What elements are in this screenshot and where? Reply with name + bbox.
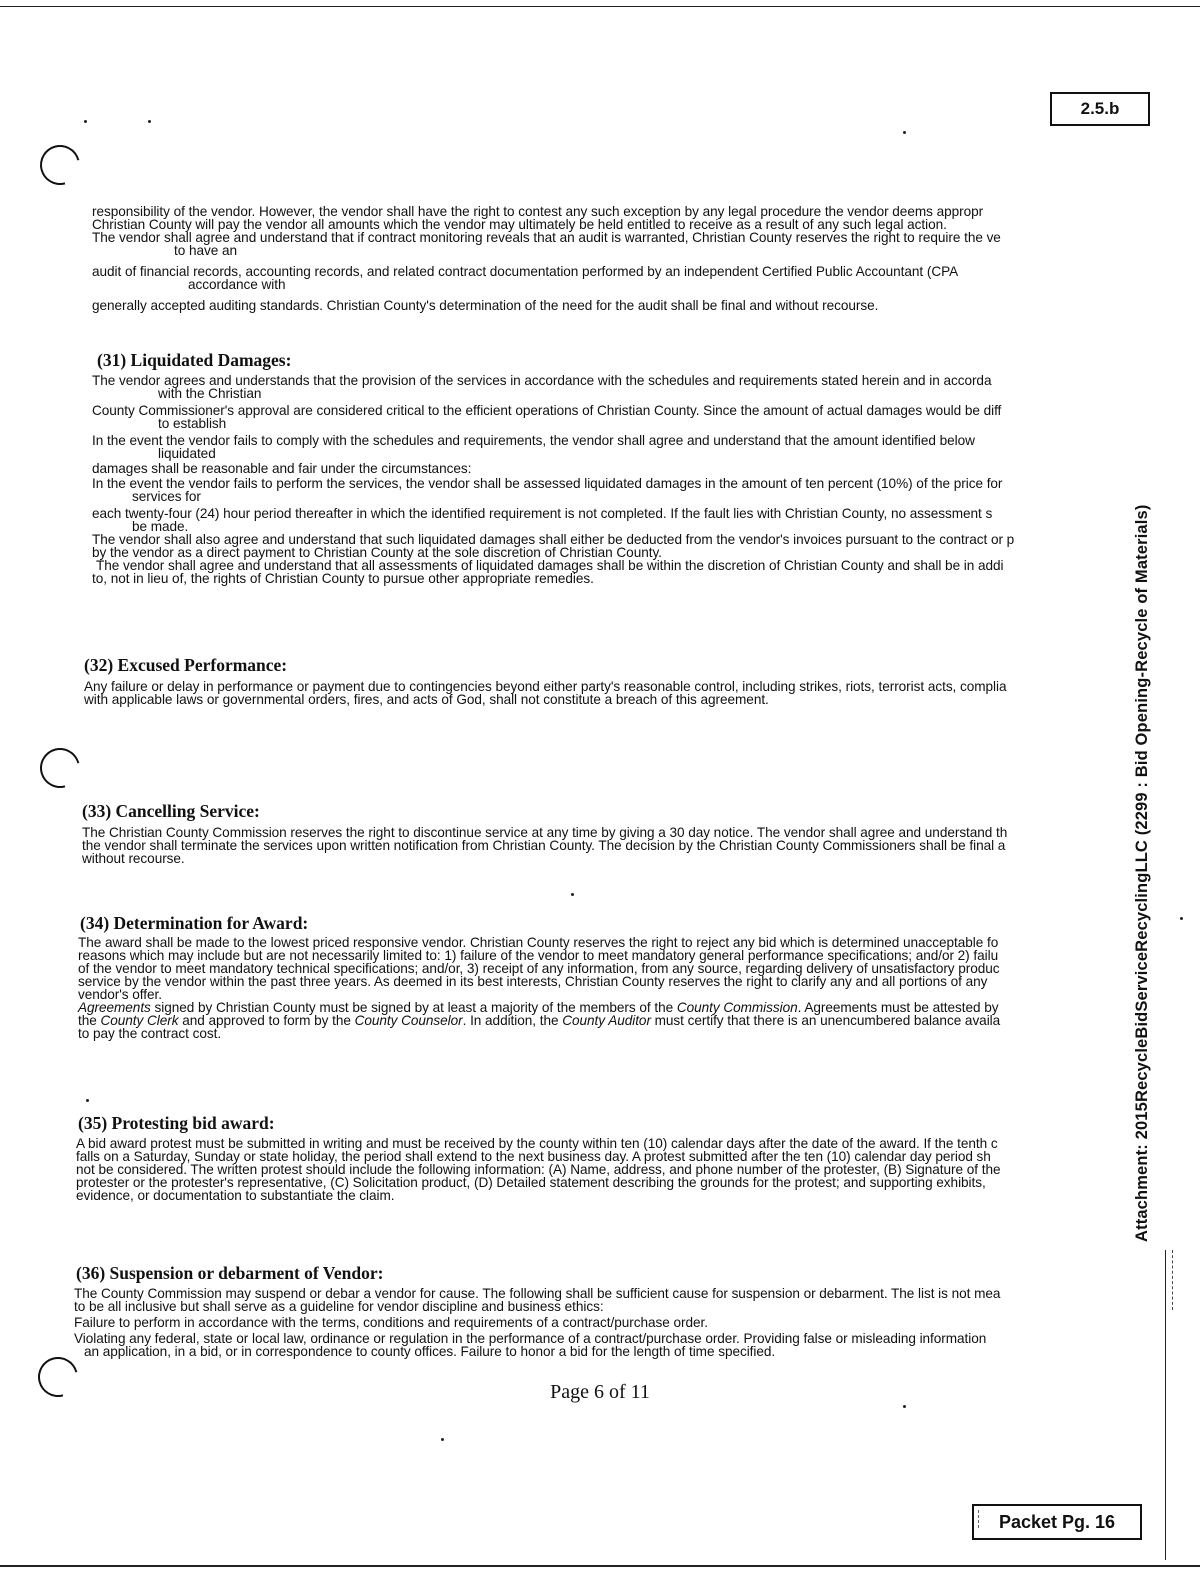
italic-term: County Clerk <box>100 1013 179 1028</box>
scan-speck <box>571 893 574 896</box>
text-line: The award shall be made to the lowest priced responsive vendor. Christian County reserves the right to reject any bid which is determined unacceptable fo <box>78 935 999 950</box>
text-run: and approved to form by the <box>178 1013 355 1028</box>
text-line: with applicable laws or governmental orders, fires, and acts of God, shall not constitute a breach of this agreement. <box>84 692 769 707</box>
text-line: each twenty-four (24) hour period thereafter in which the identified requirement is not completed. If the fault lies with Christian County, no assessment s <box>92 506 993 521</box>
section-34-heading: (34) Determination for Award: <box>80 913 309 933</box>
text-line: In the event the vendor fails to comply with the schedules and requirements, the vendor shall agree and understand that the amount identified below <box>92 433 975 448</box>
text-line: Christian County will pay the vendor all amounts which the vendor may ultimately be held entitled to receive as a result of any such legal action. <box>92 217 947 232</box>
text-line: without recourse. <box>82 851 185 866</box>
section-32-body <box>84 680 1007 706</box>
scan-speck <box>903 131 906 134</box>
section-31-heading: (31) Liquidated Damages: <box>97 350 292 370</box>
text-line: with the Christian <box>158 386 262 401</box>
text-line: County Commissioner's approval are considered critical to the efficient operations of Christian County. Since the amount of actual damages would be diff <box>92 403 1002 418</box>
italic-term: County Counselor <box>354 1013 463 1028</box>
scan-speck <box>148 120 151 123</box>
text-line: reasons which may include but are not necessarily limited to: 1) failure of the vendor to meet mandatory general performance specifications; and/or 2) failu <box>78 948 999 963</box>
text-line: by the vendor as a direct payment to Christian County at the sole discretion of Christian County. <box>92 545 662 560</box>
scan-speck <box>903 1405 906 1408</box>
text-line: The Christian County Commission reserves the right to discontinue service at any time by giving a 30 day notice. The vendor shall agree and understand th <box>82 825 1008 840</box>
text-line: falls on a Saturday, Sunday or state holiday, the period shall extend to the next business day. A protest submitted after the ten (10) calendar day period sh <box>76 1149 991 1164</box>
text-run: . Agreements must be attested by <box>797 1000 999 1015</box>
text-line: to have an <box>174 243 237 258</box>
text-line: services for <box>132 489 201 504</box>
text-run: must certify that there is an unencumbered balance availa <box>650 1013 1001 1028</box>
text-run: . In addition, the <box>462 1013 563 1028</box>
punch-hole-top <box>33 138 88 193</box>
text-line: Failure to perform in accordance with the terms, conditions and requirements of a contract/purchase order. <box>74 1315 708 1330</box>
text-line: not be considered. The written protest should include the following information: (A) Name, address, and phone number of the protester, (B) Signature of the <box>76 1162 1001 1177</box>
scan-speck <box>1180 917 1183 920</box>
packet-box-tick <box>978 1510 980 1528</box>
text-line: audit of financial records, accounting records, and related contract documentation performed by an independent Certified Public Accountant (CPA <box>92 264 959 279</box>
text-line: be made. <box>132 519 189 534</box>
page-number: Page 6 of 11 <box>550 1381 650 1403</box>
intro-paragraph <box>92 205 1001 312</box>
section-35-body <box>76 1137 1000 1202</box>
margin-line <box>1165 1250 1166 1560</box>
text-line: The vendor shall agree and understand that all assessments of liquidated damages shall be within the discretion of Christian County and shall be in addi <box>96 558 1004 573</box>
text-line: to, not in lieu of, the rights of Christian County to pursue other appropriate remedies. <box>92 571 594 586</box>
text-line: In the event the vendor fails to perform the services, the vendor shall be assessed liquidated damages in the amount of ten percent (10%) of the price for <box>92 476 1003 491</box>
text-line: damages shall be reasonable and fair under the circumstances: <box>92 461 472 476</box>
text-line: generally accepted auditing standards. Christian County's determination of the need for the audit shall be final and without recourse. <box>92 298 879 313</box>
text-line: liquidated <box>158 446 216 461</box>
text-run: the <box>78 1013 101 1028</box>
text-line: to pay the contract cost. <box>78 1026 222 1041</box>
text-line: the vendor shall terminate the services upon written notification from Christian County. The decision by the Christian County Commissioners shall be final a <box>82 838 1006 853</box>
section-34-body <box>78 936 1000 1040</box>
text-line: Violating any federal, state or local law, ordinance or regulation in the performance of a contract/purchase order. Providing false or misleading information <box>74 1331 987 1346</box>
section-badge: 2.5.b <box>1050 92 1150 126</box>
section-31-body <box>92 374 1014 585</box>
section-33-body <box>82 826 1007 865</box>
text-run: signed by Christian County must be signed by at least a majority of the members of the <box>150 1000 677 1015</box>
text-line: service by the vendor within the past three years. As deemed in its best interests, Christian County reserves the right to clarify any and all portions of any <box>78 974 988 989</box>
italic-term: County Auditor <box>562 1013 651 1028</box>
text-line: The County Commission may suspend or debar a vendor for cause. The following shall be sufficient cause for suspension or debarment. The list is not mea <box>74 1286 1001 1301</box>
text-line: A bid award protest must be submitted in writing and must be received by the county within ten (10) calendar days after the date of the award. If the tenth c <box>76 1136 998 1151</box>
scan-speck <box>84 120 87 123</box>
attachment-sidebar-label: Attachment: 2015RecycleBidServiceRecyclingLLC (2299 : Bid Opening-Recycle of Materials) <box>1133 504 1151 1242</box>
text-line: The vendor agrees and understands that the provision of the services in accordance with the schedules and requirements stated herein and in accorda <box>92 373 992 388</box>
punch-hole-middle <box>33 741 88 796</box>
text-line: to be all inclusive but shall serve as a guideline for vendor discipline and business ethics: <box>74 1299 604 1314</box>
text-line: The vendor shall agree and understand that if contract monitoring reveals that an audit is warranted, Christian County reserves the right to require the ve <box>92 230 1001 245</box>
text-line: protester or the protester's representative, (C) Solicitation product, (D) Detailed statement describing the grounds for the protest; and supporting exhibits, <box>76 1175 986 1190</box>
section-36-heading: (36) Suspension or debarment of Vendor: <box>76 1263 384 1283</box>
italic-term: Agreements <box>78 1000 151 1015</box>
margin-line-dashed <box>1172 1250 1173 1310</box>
text-line: responsibility of the vendor. However, the vendor shall have the right to contest any such exception by any legal procedure the vendor deems appropr <box>92 204 984 219</box>
italic-term: County Commission <box>676 1000 798 1015</box>
text-line: Any failure or delay in performance or payment due to contingencies beyond either party's reasonable control, including strikes, riots, terrorist acts, complia <box>84 679 1007 694</box>
text-line: an application, in a bid, or in correspondence to county offices. Failure to honor a bid for the length of time specified. <box>84 1344 776 1359</box>
scan-speck <box>86 1099 89 1102</box>
text-line: vendor's offer. <box>78 987 162 1002</box>
section-33-heading: (33) Cancelling Service: <box>82 801 260 821</box>
packet-page-label: Packet Pg. 16 <box>972 1504 1142 1540</box>
scan-speck <box>441 1438 444 1441</box>
section-36-body <box>74 1287 1000 1358</box>
section-32-heading: (32) Excused Performance: <box>84 655 288 675</box>
top-border-line <box>0 6 1200 7</box>
bottom-border-line <box>0 1565 1200 1567</box>
text-line: accordance with <box>188 277 286 292</box>
section-35-heading: (35) Protesting bid award: <box>78 1113 275 1133</box>
text-line: evidence, or documentation to substantiate the claim. <box>76 1188 395 1203</box>
text-line: The vendor shall also agree and understand that such liquidated damages shall either be deducted from the vendor's invoices pursuant to the contract or p <box>92 532 1015 547</box>
text-line: to establish <box>158 416 227 431</box>
text-line: of the vendor to meet mandatory technical specifications; and/or, 3) receipt of any information, from any source, regarding delivery of unsatisfactory produc <box>78 961 1000 976</box>
